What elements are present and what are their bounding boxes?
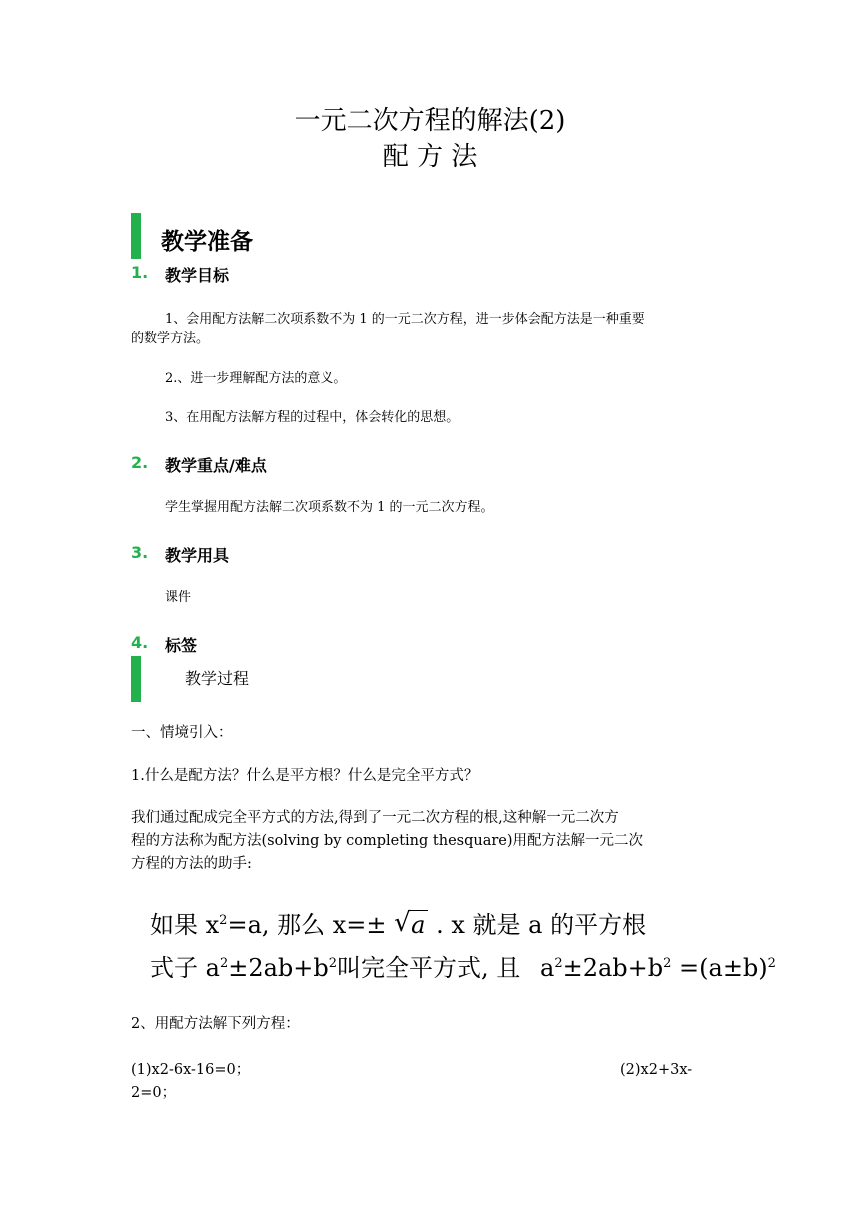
item-number-1: 1. [131, 263, 149, 282]
formula-text: =a, 那么 x=± [227, 911, 387, 939]
square-root: √ a [394, 910, 428, 940]
radicand: a [408, 910, 428, 939]
item-label-tags: 标签 [165, 636, 198, 655]
item-number-3: 3. [131, 543, 149, 562]
formula-text: ±2ab+b [228, 954, 329, 982]
formula-superscript: 2 [219, 913, 228, 928]
formula-superscript: 2 [328, 956, 338, 971]
exercise-heading: 2、用配方法解下列方程： [131, 1016, 300, 1032]
item-number-2: 2. [131, 453, 149, 472]
intro-heading: 一、情境引入： [131, 725, 233, 741]
goal-3: 3、在用配方法解方程的过程中，体会转化的思想。 [165, 410, 460, 425]
formula-text: 如果 x [150, 911, 220, 939]
formula-text: . x 就是 a 的平方根 [428, 911, 647, 939]
process-heading: 教学过程 [185, 669, 250, 688]
tools-text: 课件 [165, 590, 192, 605]
item-label-goals: 教学目标 [165, 266, 230, 285]
page-title: 一元二次方程的解法(2) [294, 106, 566, 136]
formula-superscript: 2 [554, 956, 563, 971]
goal-2: 2.、进一步理解配方法的意义。 [165, 371, 347, 386]
section-heading: 教学准备 [161, 229, 253, 255]
formula-superscript: 2 [663, 956, 672, 971]
intro-paragraph-line3: 方程的方法的助手: [131, 856, 252, 872]
formula-superscript: 2 [219, 956, 229, 971]
process-accent-bar [131, 656, 141, 702]
intro-question: 1.什么是配方法？什么是平方根？什么是完全平方式？ [131, 768, 479, 784]
formula-text: 叫完全平方式, 且 [337, 954, 521, 982]
formula-text: =(a±b) [671, 954, 768, 982]
section-accent-bar [131, 213, 141, 259]
item-label-difficulty: 教学重点/难点 [165, 456, 267, 475]
exercise-1: (1)x2-6x-16=0； [131, 1062, 251, 1078]
formula-text: a [540, 954, 555, 982]
formula-superscript: 2 [767, 956, 776, 971]
goal-1-line1: 1、会用配方法解二次项系数不为 1 的一元二次方程，进一步体会配方法是一种重要 [165, 312, 645, 327]
difficulty-text: 学生掌握用配方法解二次项系数不为 1 的一元二次方程。 [165, 500, 494, 515]
formula-line-2-identity [540, 953, 776, 983]
intro-paragraph-line2: 程的方法称为配方法(solving by completing thesquare)用配方法解一元二次 [131, 833, 644, 849]
formula-line-1 [150, 910, 646, 940]
page-subtitle: 配 方 法 [382, 142, 478, 172]
intro-paragraph-line1: 我们通过配成完全平方式的方法,得到了一元二次方程的根,这种解一元二次方 [131, 810, 619, 826]
formula-text: ±2ab+b [562, 954, 664, 982]
exercise-2-part1: (2)x2+3x- [620, 1062, 693, 1078]
formula-line-2 [150, 953, 520, 983]
item-label-tools: 教学用具 [165, 546, 230, 565]
goal-1-line2: 的数学方法。 [131, 331, 210, 346]
formula-text: 式子 a [150, 954, 220, 982]
exercise-2-part2: 2=0； [131, 1085, 177, 1101]
item-number-4: 4. [131, 633, 149, 652]
